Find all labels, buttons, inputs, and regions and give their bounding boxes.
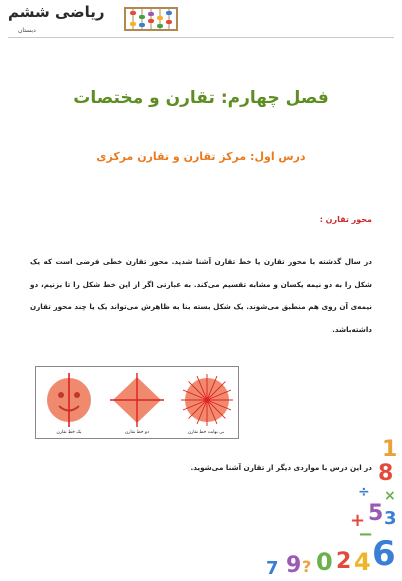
body-paragraph: در سال گذشته با محور تقارن یا خط تقارن آشنا شدید. محور تقارن خطی فرضی است که یک شکل را به دو نیمه یکسان و مشابه تقسیم می‌کند. به عبارتی اگر از این خط شکل را تا بزنیم، دو نیمه‌ی آن روی هم منطبق می‌شوند. یک شکل بسته بنا به ظاهرش می‌تواند یک یا چند محور تقارن داشته‌باشد. (30, 257, 372, 334)
rhombus-icon (108, 371, 166, 429)
logo-title: ریاضی ششم (8, 3, 105, 21)
svg-text:3: 3 (384, 508, 397, 529)
figure-caption-one-axis: یک خط تقارن (56, 430, 82, 435)
section-heading: محور تقارن : (319, 215, 372, 224)
svg-text:4: 4 (354, 548, 371, 576)
logo-subtitle: دبستان (18, 27, 36, 34)
abacus-icon (124, 6, 178, 32)
svg-text:÷: ÷ (358, 484, 370, 500)
brand-logo (4, 3, 105, 37)
figure-caption-infinite-axes: بی نهایت خط تقارن (187, 430, 225, 435)
svg-text:1: 1 (382, 437, 398, 462)
chapter-title: فصل چهارم: تقارن و مختصات (73, 88, 329, 108)
svg-text:5: 5 (368, 501, 384, 526)
svg-text:+: + (350, 510, 366, 531)
figure-caption-two-axes: دو خط تقارن (125, 430, 149, 435)
circle-icon (178, 371, 236, 429)
svg-text:8: 8 (378, 461, 394, 486)
closing-sentence: در این درس با مواردی دیگر از تقارن آشنا می‌شوید. (190, 463, 372, 472)
smiley-face-icon (40, 371, 98, 429)
decorative-numbers-icon (250, 420, 402, 581)
svg-text:0: 0 (316, 548, 333, 576)
svg-text:7: 7 (266, 558, 279, 579)
svg-text:−: − (358, 524, 374, 545)
svg-text:6: 6 (372, 534, 396, 574)
svg-text:2: 2 (336, 549, 352, 574)
svg-text:9: 9 (286, 553, 302, 578)
header-divider (8, 37, 394, 38)
lesson-title: درس اول: مرکز تقارن و تقارن مرکزی (96, 150, 306, 163)
svg-text:?: ? (302, 557, 312, 576)
symmetry-figures (35, 366, 239, 439)
svg-text:×: × (384, 488, 396, 504)
